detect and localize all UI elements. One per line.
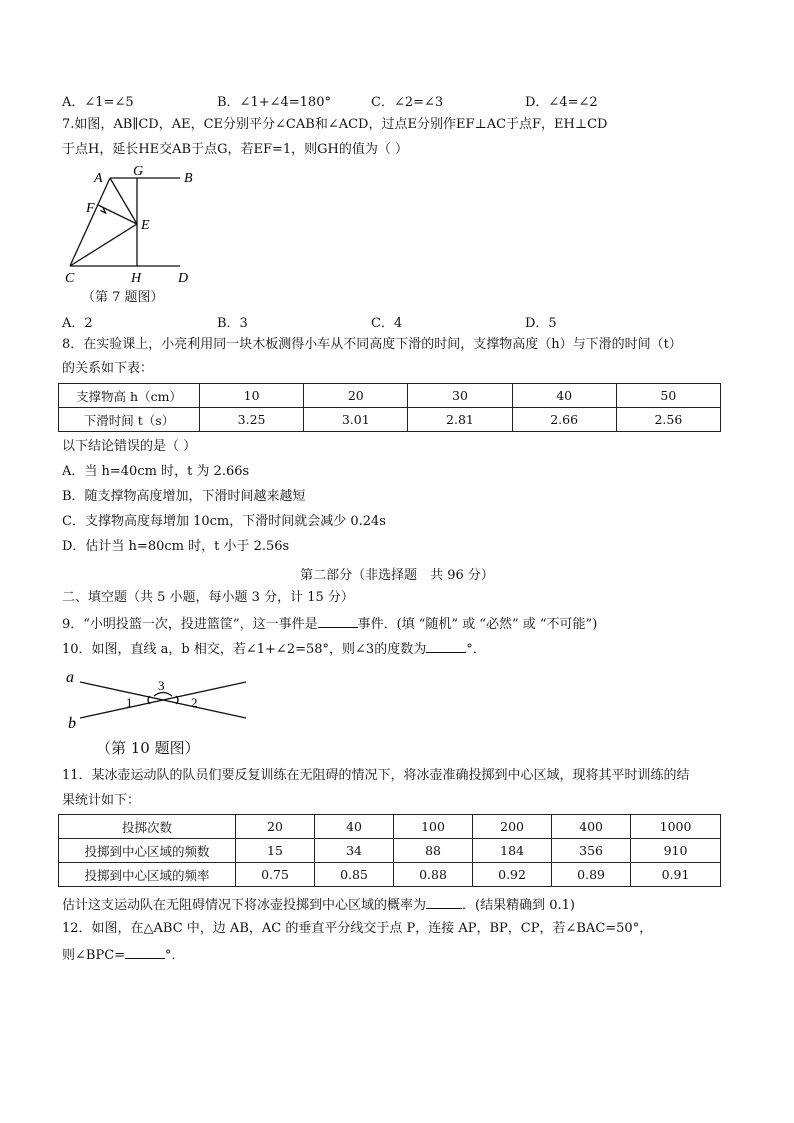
q9-text-after: 事件．(填 “随机” 或 “必然” 或 “不可能”): [357, 617, 598, 632]
table-cell: 15: [236, 839, 315, 863]
table-cell: 20: [236, 815, 315, 839]
q7-figure: [60, 162, 210, 292]
q12-text-after: °．: [165, 948, 185, 963]
q6-option-c: C．∠2=∠3: [371, 95, 444, 110]
q7-stem-line1: 7.如图，AB∥CD，AE，CE分别平分∠CAB和∠ACD，过点E分别作EF⊥AC于点F，EH⊥CD: [62, 117, 608, 132]
table-row: [59, 839, 721, 863]
q7-label-e: E: [141, 218, 150, 233]
table-cell: 88: [394, 839, 473, 863]
q8-table: [58, 383, 721, 432]
table-row: [59, 863, 721, 887]
q10-label-b: b: [68, 715, 76, 732]
q7-label-d: D: [178, 271, 189, 286]
table-cell: 0.92: [473, 863, 552, 887]
q11-answer-blank[interactable]: [426, 895, 462, 909]
q11-text-after: ．(结果精确到 0.1): [462, 898, 575, 913]
q6-option-a: A．∠1=∠5: [62, 95, 134, 110]
q11-stem-line2: 果统计如下：: [62, 793, 141, 808]
table-row: [59, 408, 721, 432]
q11-text-before: 估计这支运动队在无阻碍情况下将冰壶投掷到中心区域的概率为: [62, 898, 427, 913]
q10-label-1: 1: [126, 695, 133, 710]
table-cell: 3.25: [200, 408, 304, 432]
q7-stem-line2: 于点H，延长HE交AB于点G，若EF=1，则GH的值为（ ）: [62, 142, 409, 157]
table-cell: 40: [315, 815, 394, 839]
table-cell: 2.56: [616, 408, 720, 432]
q10-label-3: 3: [158, 678, 165, 693]
q12-answer-blank[interactable]: [125, 945, 165, 959]
q7-label-b: B: [184, 171, 193, 186]
q8-stem-line1: 8．在实验课上，小亮利用同一块木板测得小车从不同高度下滑的时间，支撑物高度（h）与下滑的时间（t）: [62, 337, 682, 352]
q12-stem-line1: 12．如图，在△ABC 中，边 AB，AC 的垂直平分线交于点 P，连接 AP，BP，CP，若∠BAC=50°，: [62, 921, 653, 936]
q10-stem: [62, 639, 486, 659]
q7-option-b: B．3: [217, 316, 248, 331]
table-cell: 100: [394, 815, 473, 839]
q7-option-a: A．2: [62, 316, 93, 331]
q12-stem-line2: [62, 945, 185, 965]
q8-option-d: D．估计当 h=80cm 时，t 小于 2.56s: [62, 539, 290, 554]
q7-label-a: A: [94, 171, 103, 186]
q7-label-g: G: [133, 164, 144, 179]
q11-stem-line1: 11．某冰壶运动队的队员们要反复训练在无阻碍的情况下，将冰壶准确投掷到中心区域，现将其平时训练的结: [62, 768, 690, 783]
table-header-cell: 支撑物高 h（cm）: [59, 384, 200, 408]
table-cell: 1000: [631, 815, 721, 839]
q11-table: [58, 814, 721, 887]
table-header-cell: 投掷到中心区域的频率: [59, 863, 236, 887]
q10-label-2: 2: [191, 695, 198, 710]
q8-option-a: A．当 h=40cm 时，t 为 2.66s: [62, 464, 250, 479]
table-cell: 0.85: [315, 863, 394, 887]
part2-title: 第二部分（非选择题 共 96 分）: [300, 568, 494, 583]
q10-text-before: 10．如图，直线 a，b 相交，若∠1+∠2=58°，则∠3的度数为: [62, 642, 427, 657]
table-cell: 200: [473, 815, 552, 839]
table-cell: 2.81: [408, 408, 512, 432]
q9-stem: [62, 614, 597, 634]
table-cell: 34: [315, 839, 394, 863]
table-row: [59, 815, 721, 839]
table-cell: 356: [552, 839, 631, 863]
q9-answer-blank[interactable]: [318, 614, 358, 628]
table-cell: 2.66: [512, 408, 616, 432]
q10-figure-caption: （第 10 题图）: [96, 739, 200, 757]
q7-label-c: C: [65, 271, 75, 286]
table-header-cell: 下滑时间 t（s）: [59, 408, 200, 432]
q12-text-before: 则∠BPC=: [62, 948, 126, 963]
q10-answer-blank[interactable]: [426, 639, 466, 653]
table-cell: 50: [616, 384, 720, 408]
table-header-cell: 投掷到中心区域的频数: [59, 839, 236, 863]
table-cell: 910: [631, 839, 721, 863]
table-cell: 10: [200, 384, 304, 408]
table-cell: 0.89: [552, 863, 631, 887]
q9-text-before: 9．“小明投篮一次，投进篮筐”，这一事件是: [62, 617, 318, 632]
q8-stem-line2: 的关系如下表：: [62, 361, 154, 376]
q7-label-h: H: [131, 271, 142, 286]
q7-option-d: D．5: [525, 316, 557, 331]
table-cell: 0.88: [394, 863, 473, 887]
q6-option-b: B．∠1+∠4=180°: [217, 95, 331, 110]
q11-answer-line: [62, 895, 575, 915]
table-cell: 3.01: [304, 408, 408, 432]
table-row: [59, 384, 721, 408]
q8-option-b: B．随支撑物高度增加，下滑时间越来越短: [62, 489, 306, 504]
q7-options: [62, 312, 762, 330]
q10-label-a: a: [66, 669, 74, 686]
q6-option-d: D．∠4=∠2: [525, 95, 598, 110]
table-cell: 0.75: [236, 863, 315, 887]
q8-option-c: C．支撑物高度每增加 10cm，下滑时间就会减少 0.24s: [62, 514, 386, 529]
q6-options: [62, 91, 762, 109]
table-cell: 400: [552, 815, 631, 839]
table-cell: 0.91: [631, 863, 721, 887]
table-cell: 184: [473, 839, 552, 863]
section2-heading: 二、填空题（共 5 小题，每小题 3 分，计 15 分）: [62, 590, 354, 605]
q10-text-after: °．: [466, 642, 486, 657]
q7-figure-caption: （第 7 题图）: [82, 290, 164, 305]
table-cell: 40: [512, 384, 616, 408]
q7-option-c: C．4: [371, 316, 403, 331]
q7-label-f: F: [86, 201, 95, 216]
table-header-cell: 投掷次数: [59, 815, 236, 839]
q10-figure: [62, 664, 262, 734]
table-cell: 30: [408, 384, 512, 408]
table-cell: 20: [304, 384, 408, 408]
q8-question: 以下结论错误的是（ ）: [62, 439, 197, 454]
